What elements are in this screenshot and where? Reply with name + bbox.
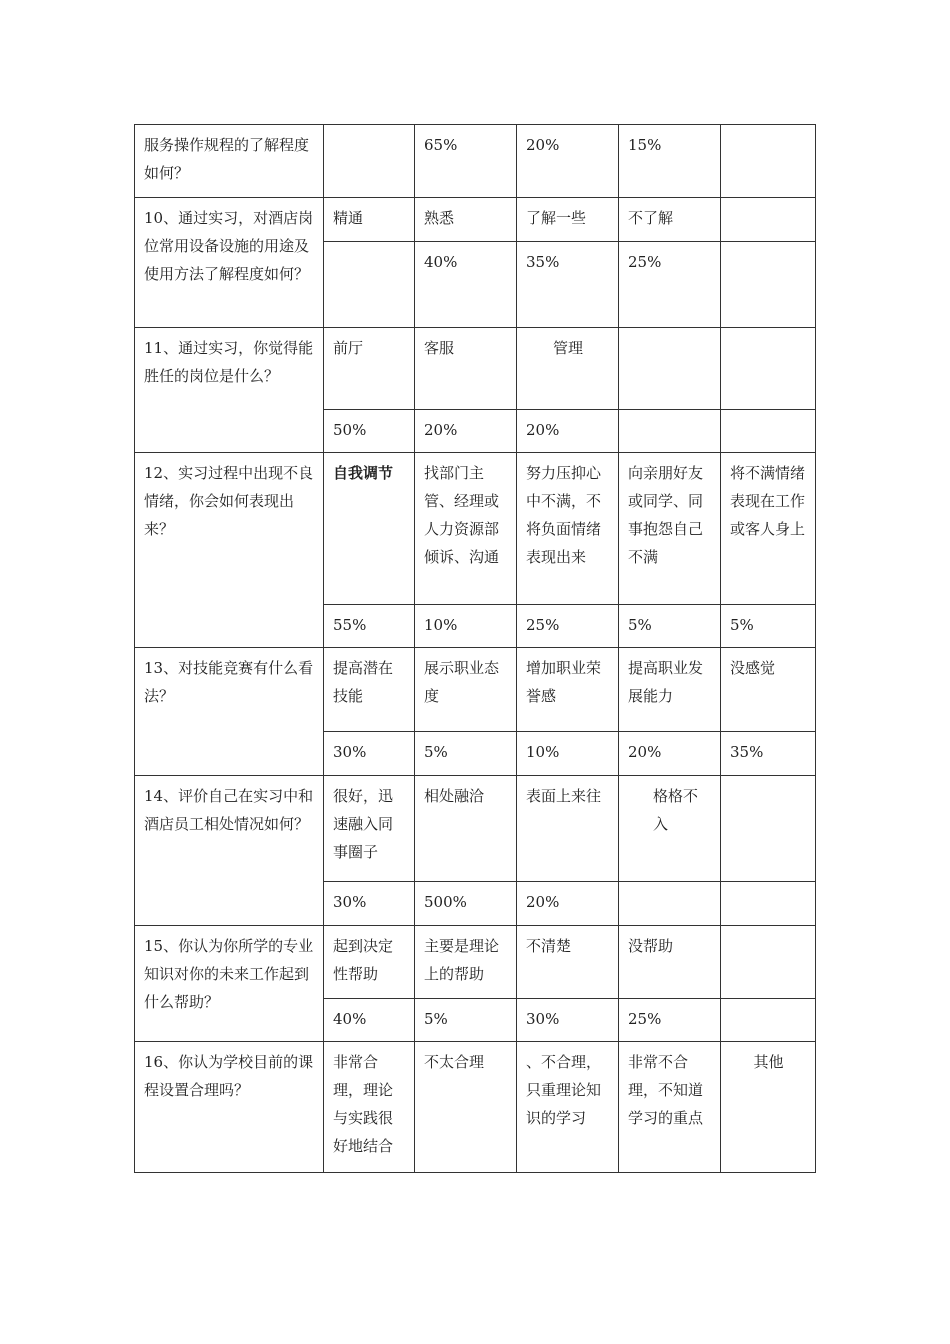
table-row <box>135 648 816 732</box>
option-cell: 自我调节 <box>324 453 415 605</box>
table-row <box>135 198 816 242</box>
option-cell: 提高职业发展能力 <box>619 648 721 732</box>
option-cell: 管理 <box>517 328 619 410</box>
option-cell: 、不合理，只重理论知识的学习 <box>517 1042 619 1173</box>
option-cell <box>721 926 816 999</box>
option-cell: 客服 <box>415 328 517 410</box>
option-cell: 相处融洽 <box>415 776 517 882</box>
option-cell: 起到决定性帮助 <box>324 926 415 999</box>
option-cell: 其他 <box>721 1042 816 1173</box>
option-cell: 表面上来往 <box>517 776 619 882</box>
option-cell: 努力压抑心中不满，不将负面情绪表现出来 <box>517 453 619 605</box>
percent-cell: 55% <box>324 605 415 648</box>
option-cell <box>721 328 816 410</box>
percent-cell: 35% <box>721 732 816 776</box>
question-cell: 14、评价自己在实习中和酒店员工相处情况如何？ <box>135 776 324 926</box>
percent-cell: 10% <box>517 732 619 776</box>
percent-cell: 25% <box>619 242 721 328</box>
option-cell: 了解一些 <box>517 198 619 242</box>
percent-cell: 10% <box>415 605 517 648</box>
percent-cell: 30% <box>324 882 415 926</box>
option-cell: 不太合理 <box>415 1042 517 1173</box>
question-cell: 15、你认为你所学的专业知识对你的未来工作起到什么帮助？ <box>135 926 324 1042</box>
percent-cell: 15% <box>619 125 721 198</box>
option-cell: 非常不合理，不知道学习的重点 <box>619 1042 721 1173</box>
percent-cell: 20% <box>415 410 517 453</box>
percent-cell: 5% <box>415 732 517 776</box>
option-cell: 没帮助 <box>619 926 721 999</box>
option-cell: 主要是理论上的帮助 <box>415 926 517 999</box>
option-cell: 前厅 <box>324 328 415 410</box>
percent-cell: 20% <box>517 882 619 926</box>
survey-table <box>134 124 816 1173</box>
percent-cell: 20% <box>517 125 619 198</box>
question-cell: 11、通过实习，你觉得能胜任的岗位是什么？ <box>135 328 324 453</box>
option-cell: 非常合理，理论与实践很好地结合 <box>324 1042 415 1173</box>
percent-cell <box>619 410 721 453</box>
percent-cell <box>324 242 415 328</box>
percent-cell: 35% <box>517 242 619 328</box>
percent-cell <box>619 882 721 926</box>
percent-cell <box>721 242 816 328</box>
question-cell: 13、对技能竞赛有什么看法？ <box>135 648 324 776</box>
question-cell: 16、你认为学校目前的课程设置合理吗？ <box>135 1042 324 1173</box>
table-row <box>135 328 816 410</box>
percent-cell <box>324 125 415 198</box>
percent-cell <box>721 410 816 453</box>
option-cell: 熟悉 <box>415 198 517 242</box>
option-cell: 将不满情绪表现在工作或客人身上 <box>721 453 816 605</box>
table-row <box>135 1042 816 1173</box>
percent-cell: 500% <box>415 882 517 926</box>
percent-cell <box>721 882 816 926</box>
question-cell: 12、实习过程中出现不良情绪，你会如何表现出来？ <box>135 453 324 648</box>
option-cell: 格格不入 <box>619 776 721 882</box>
table-row <box>135 453 816 605</box>
option-cell <box>721 198 816 242</box>
percent-cell: 5% <box>721 605 816 648</box>
option-cell: 没感觉 <box>721 648 816 732</box>
percent-cell: 30% <box>517 999 619 1042</box>
percent-cell: 25% <box>517 605 619 648</box>
option-cell <box>721 776 816 882</box>
percent-cell: 20% <box>517 410 619 453</box>
option-cell: 展示职业态度 <box>415 648 517 732</box>
option-cell: 不了解 <box>619 198 721 242</box>
option-cell: 精通 <box>324 198 415 242</box>
percent-cell: 50% <box>324 410 415 453</box>
option-cell <box>619 328 721 410</box>
option-cell: 不清楚 <box>517 926 619 999</box>
question-cell: 服务操作规程的了解程度如何？ <box>135 125 324 198</box>
option-cell: 增加职业荣誉感 <box>517 648 619 732</box>
percent-cell <box>721 125 816 198</box>
question-cell: 10、通过实习，对酒店岗位常用设备设施的用途及使用方法了解程度如何？ <box>135 198 324 328</box>
table-row <box>135 926 816 999</box>
table-row <box>135 125 816 198</box>
percent-cell: 5% <box>619 605 721 648</box>
percent-cell: 65% <box>415 125 517 198</box>
percent-cell: 5% <box>415 999 517 1042</box>
percent-cell: 40% <box>415 242 517 328</box>
percent-cell: 25% <box>619 999 721 1042</box>
table-row <box>135 776 816 882</box>
option-cell: 提高潜在技能 <box>324 648 415 732</box>
percent-cell <box>721 999 816 1042</box>
option-cell: 找部门主管、经理或人力资源部倾诉、沟通 <box>415 453 517 605</box>
option-cell: 很好，迅速融入同事圈子 <box>324 776 415 882</box>
percent-cell: 20% <box>619 732 721 776</box>
percent-cell: 30% <box>324 732 415 776</box>
percent-cell: 40% <box>324 999 415 1042</box>
option-cell: 向亲朋好友或同学、同事抱怨自己不满 <box>619 453 721 605</box>
